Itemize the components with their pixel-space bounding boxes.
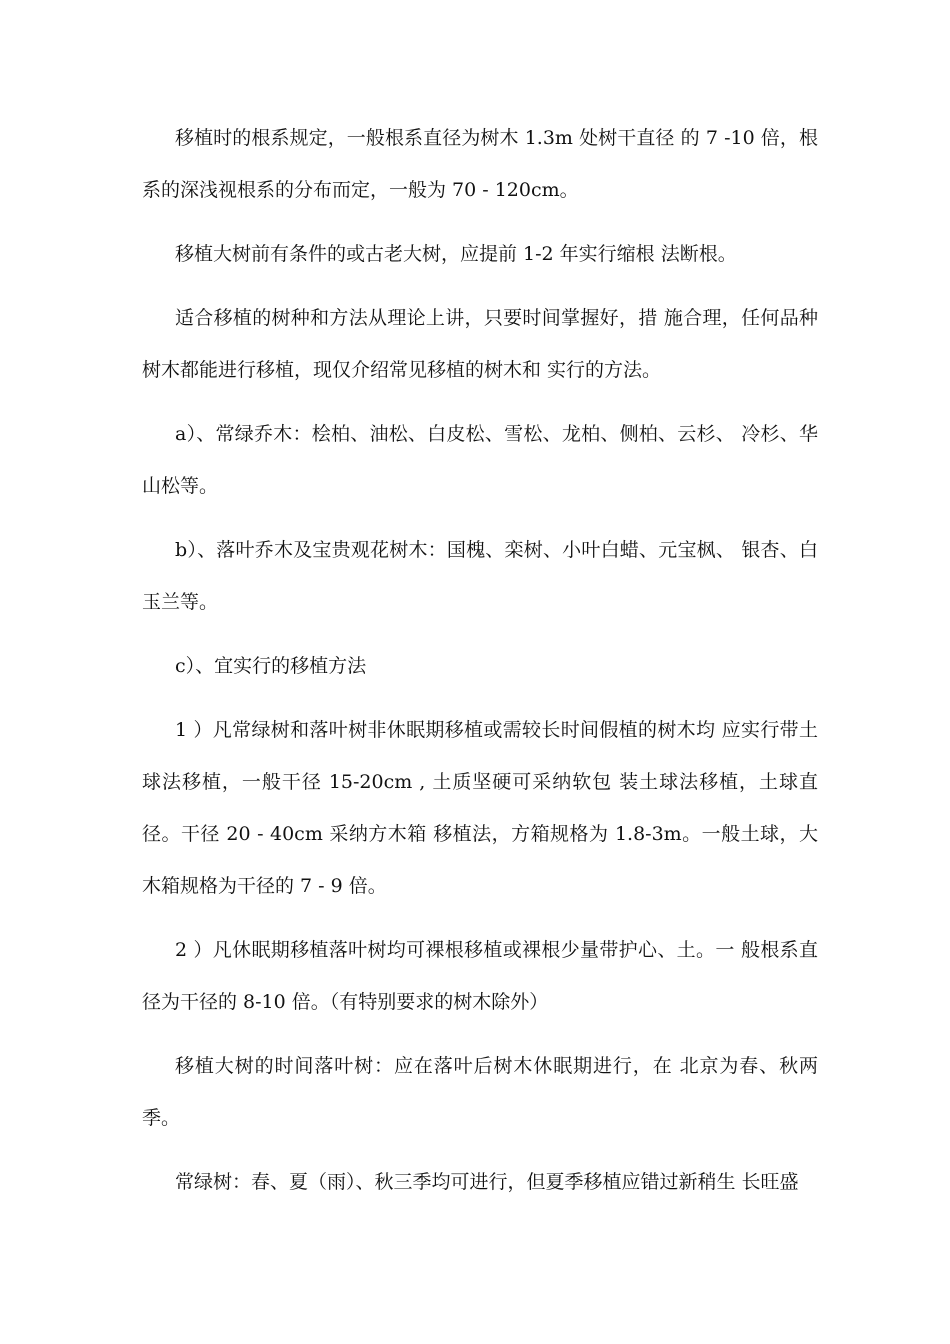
paragraph-timing-deciduous: 移植大树的时间落叶树：应在落叶后树木休眠期进行，在 北京为春、秋两季。 bbox=[142, 1055, 818, 1129]
paragraph-method-2: 2 ）凡休眠期移植落叶树均可裸根移植或裸根少量带护心、土。一 般根系直径为干径的 8-10 倍。（有特别要求的树木除外） bbox=[142, 939, 818, 1013]
paragraph-methods-heading: c）、宜实行的移植方法 bbox=[175, 655, 367, 677]
paragraph-species-intro: 适合移植的树种和方法从理论上讲，只要时间掌握好，措 施合理，任何品种树木都能进行移植，现仅介绍常见移植的树木和 实行的方法。 bbox=[142, 307, 818, 381]
paragraph-timing-evergreen: 常绿树：春、夏（雨）、秋三季均可进行，但夏季移植应错过新稍生 长旺盛 bbox=[175, 1171, 799, 1193]
paragraph-method-1: 1 ）凡常绿树和落叶树非休眠期移植或需较长时间假植的树木均 应实行带土球法移植，一般干径 15-20cm , 土质坚硬可采纳软包 装土球法移植，土球直径。干径 20 - 40cm 采纳方木箱 移植法，方箱规格为 1.8-3m。一般土球，大木箱规格为干径的 7 - 9 倍。 bbox=[142, 719, 818, 897]
paragraph-evergreen-list: a）、常绿乔木：桧柏、油松、白皮松、雪松、龙柏、侧柏、云杉、 冷杉、华山松等。 bbox=[142, 423, 818, 497]
document-body bbox=[142, 112, 818, 1220]
paragraph-deciduous-list: b）、落叶乔木及宝贵观花树木：国槐、栾树、小叶白蜡、元宝枫、 银杏、白玉兰等。 bbox=[142, 539, 818, 613]
paragraph-root-requirement: 移植时的根系规定，一般根系直径为树木 1.3m 处树干直径 的 7 -10 倍，根系的深浅视根系的分布而定，一般为 70 - 120cm。 bbox=[142, 127, 818, 201]
paragraph-root-pruning: 移植大树前有条件的或古老大树，应提前 1-2 年实行缩根 法断根。 bbox=[175, 243, 737, 265]
